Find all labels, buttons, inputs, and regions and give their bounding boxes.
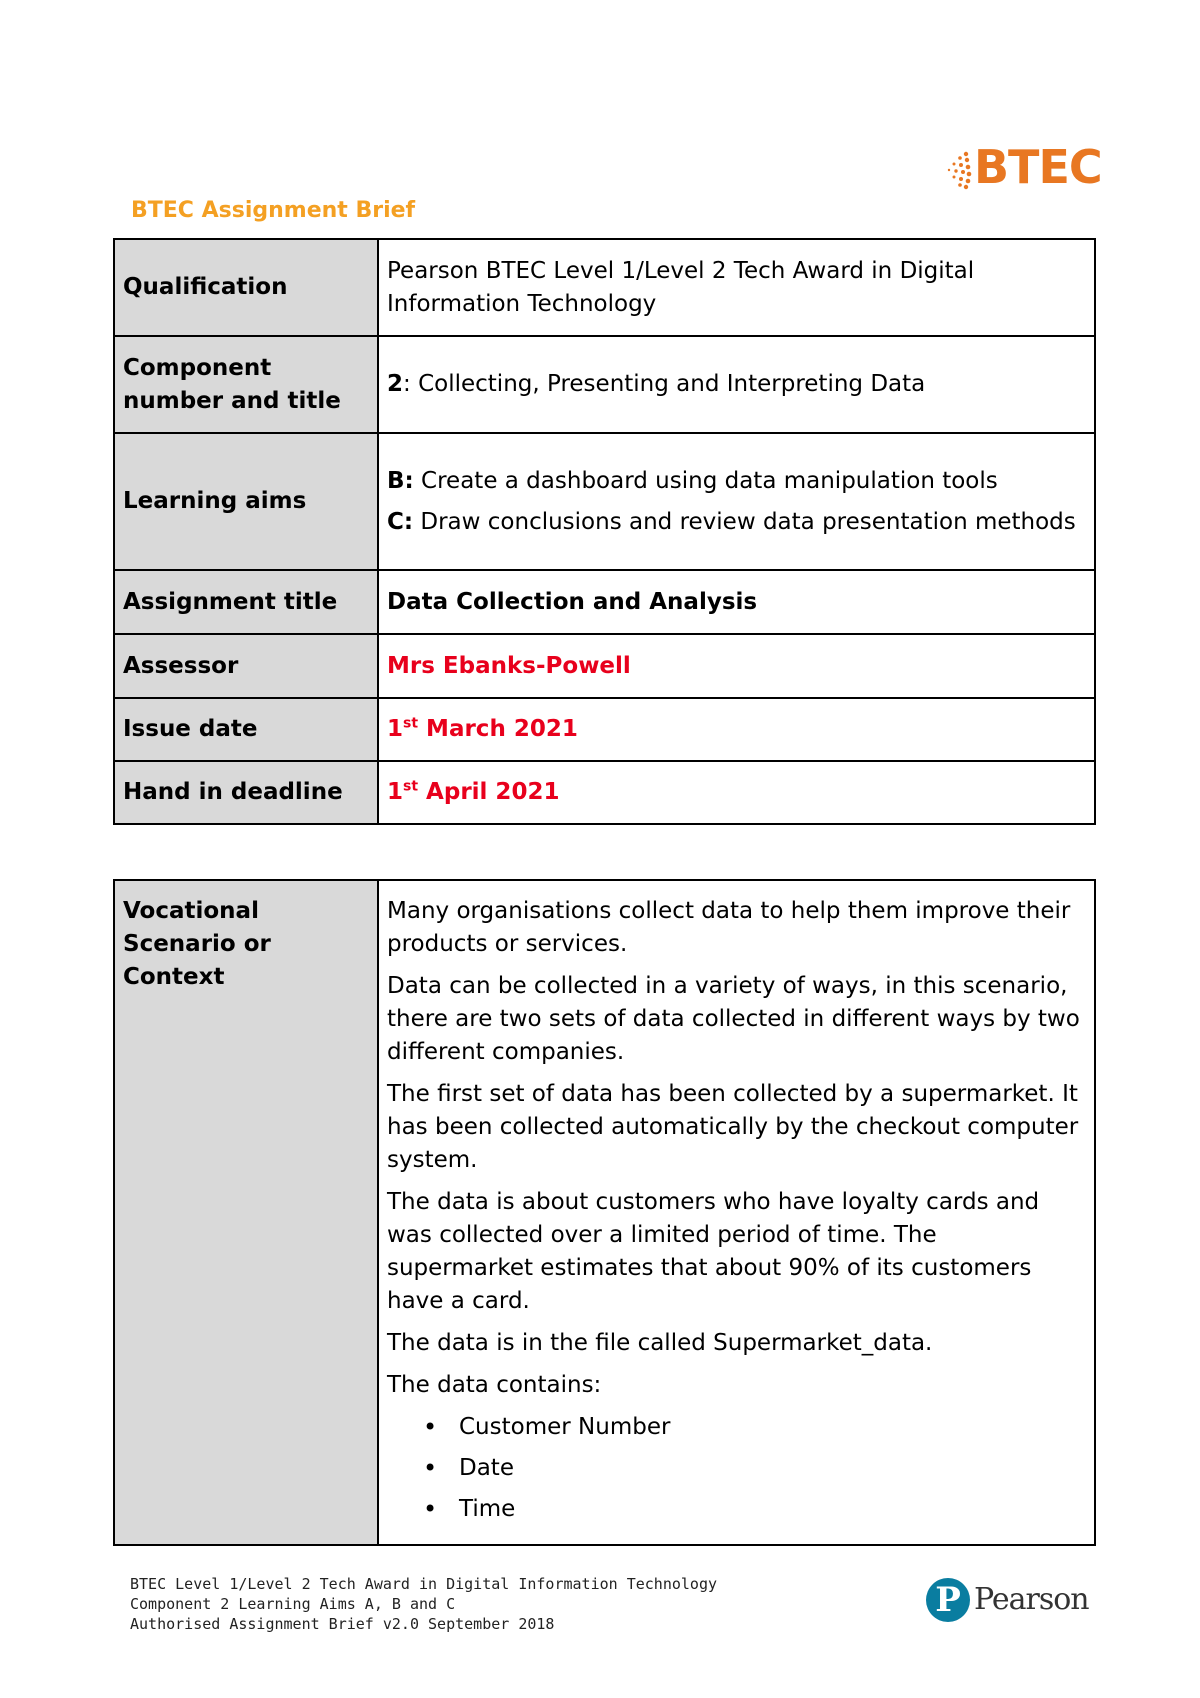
btec-logo-text: BTEC: [974, 140, 1102, 194]
footer-line: Authorised Assignment Brief v2.0 September 2018: [130, 1615, 555, 1633]
component-label: Component number and title: [114, 336, 378, 433]
table-row: [114, 570, 1095, 634]
aim-c: [387, 506, 1086, 539]
table-row: [114, 634, 1095, 698]
issue-date-rest: March 2021: [418, 716, 578, 742]
pearson-circle-icon: P: [926, 1578, 970, 1622]
list-item: • Date: [459, 1452, 1086, 1485]
btec-logo: [946, 140, 1102, 196]
issue-date-day: 1: [387, 716, 404, 742]
pearson-logo: [926, 1578, 1089, 1624]
page-footer: [130, 1574, 717, 1634]
scenario-label: Vocational Scenario or Context: [114, 880, 378, 1545]
assignment-title-label: Assignment title: [114, 570, 378, 634]
scenario-paragraph: The data is in the file called Supermarket_data.: [387, 1330, 933, 1356]
scenario-paragraph: Data can be collected in a variety of ways, in this scenario, there are two sets of data collected in different ways by two different companies.: [387, 973, 1080, 1065]
scenario-table: [113, 879, 1096, 1546]
component-number: 2: [387, 371, 404, 397]
assignment-title-value: Data Collection and Analysis: [378, 570, 1095, 634]
page-title: BTEC Assignment Brief: [131, 198, 416, 223]
qualification-value: Pearson BTEC Level 1/Level 2 Tech Award in Digital Information Technology: [378, 239, 1095, 336]
table-row: [114, 336, 1095, 433]
learning-aims-value: [378, 433, 1095, 570]
aim-c-text: Draw conclusions and review data presentation methods: [413, 508, 1076, 535]
learning-aims-label: Learning aims: [114, 433, 378, 570]
deadline-suffix: st: [403, 778, 419, 795]
pearson-wordmark: Pearson: [974, 1582, 1089, 1617]
qualification-label: Qualification: [114, 239, 378, 336]
table-row: [114, 880, 1095, 1545]
table-row: [114, 698, 1095, 761]
assessor-value: Mrs Ebanks-Powell: [378, 634, 1095, 698]
table-row: [114, 761, 1095, 824]
deadline-rest: April 2021: [418, 779, 560, 805]
table-row: [114, 433, 1095, 570]
scenario-paragraph: Many organisations collect data to help them improve their products or services.: [387, 898, 1071, 957]
data-fields-list: [387, 1411, 1086, 1526]
scenario-paragraph: The data is about customers who have loyalty cards and was collected over a limited period of time. The supermarket estimates that about 90% of its customers have a card.: [387, 1189, 1040, 1314]
deadline-value: [378, 761, 1095, 824]
issue-date-value: [378, 698, 1095, 761]
deadline-day: 1: [387, 779, 404, 805]
scenario-body: [378, 880, 1095, 1545]
footer-line: BTEC Level 1/Level 2 Tech Award in Digital Information Technology: [130, 1575, 717, 1593]
scenario-paragraph: The data contains:: [387, 1372, 602, 1398]
aim-b-text: Create a dashboard using data manipulation tools: [413, 467, 998, 494]
footer-line: Component 2 Learning Aims A, B and C: [130, 1595, 456, 1613]
btec-dots-icon: [946, 150, 972, 190]
component-value: [378, 336, 1095, 433]
list-item: • Time: [459, 1493, 1086, 1526]
table-row: [114, 239, 1095, 336]
assignment-details-table: [113, 238, 1096, 825]
component-title: : Collecting, Presenting and Interpreting Data: [403, 371, 926, 397]
scenario-paragraph: The first set of data has been collected by a supermarket. It has been collected automatically by the checkout computer system.: [387, 1081, 1079, 1173]
aim-b-key: B:: [387, 467, 414, 494]
list-item: • Customer Number: [459, 1411, 1086, 1444]
aim-b: [387, 465, 1086, 498]
aim-c-key: C:: [387, 508, 414, 535]
deadline-label: Hand in deadline: [114, 761, 378, 824]
issue-date-label: Issue date: [114, 698, 378, 761]
issue-date-suffix: st: [403, 715, 419, 732]
assessor-label: Assessor: [114, 634, 378, 698]
